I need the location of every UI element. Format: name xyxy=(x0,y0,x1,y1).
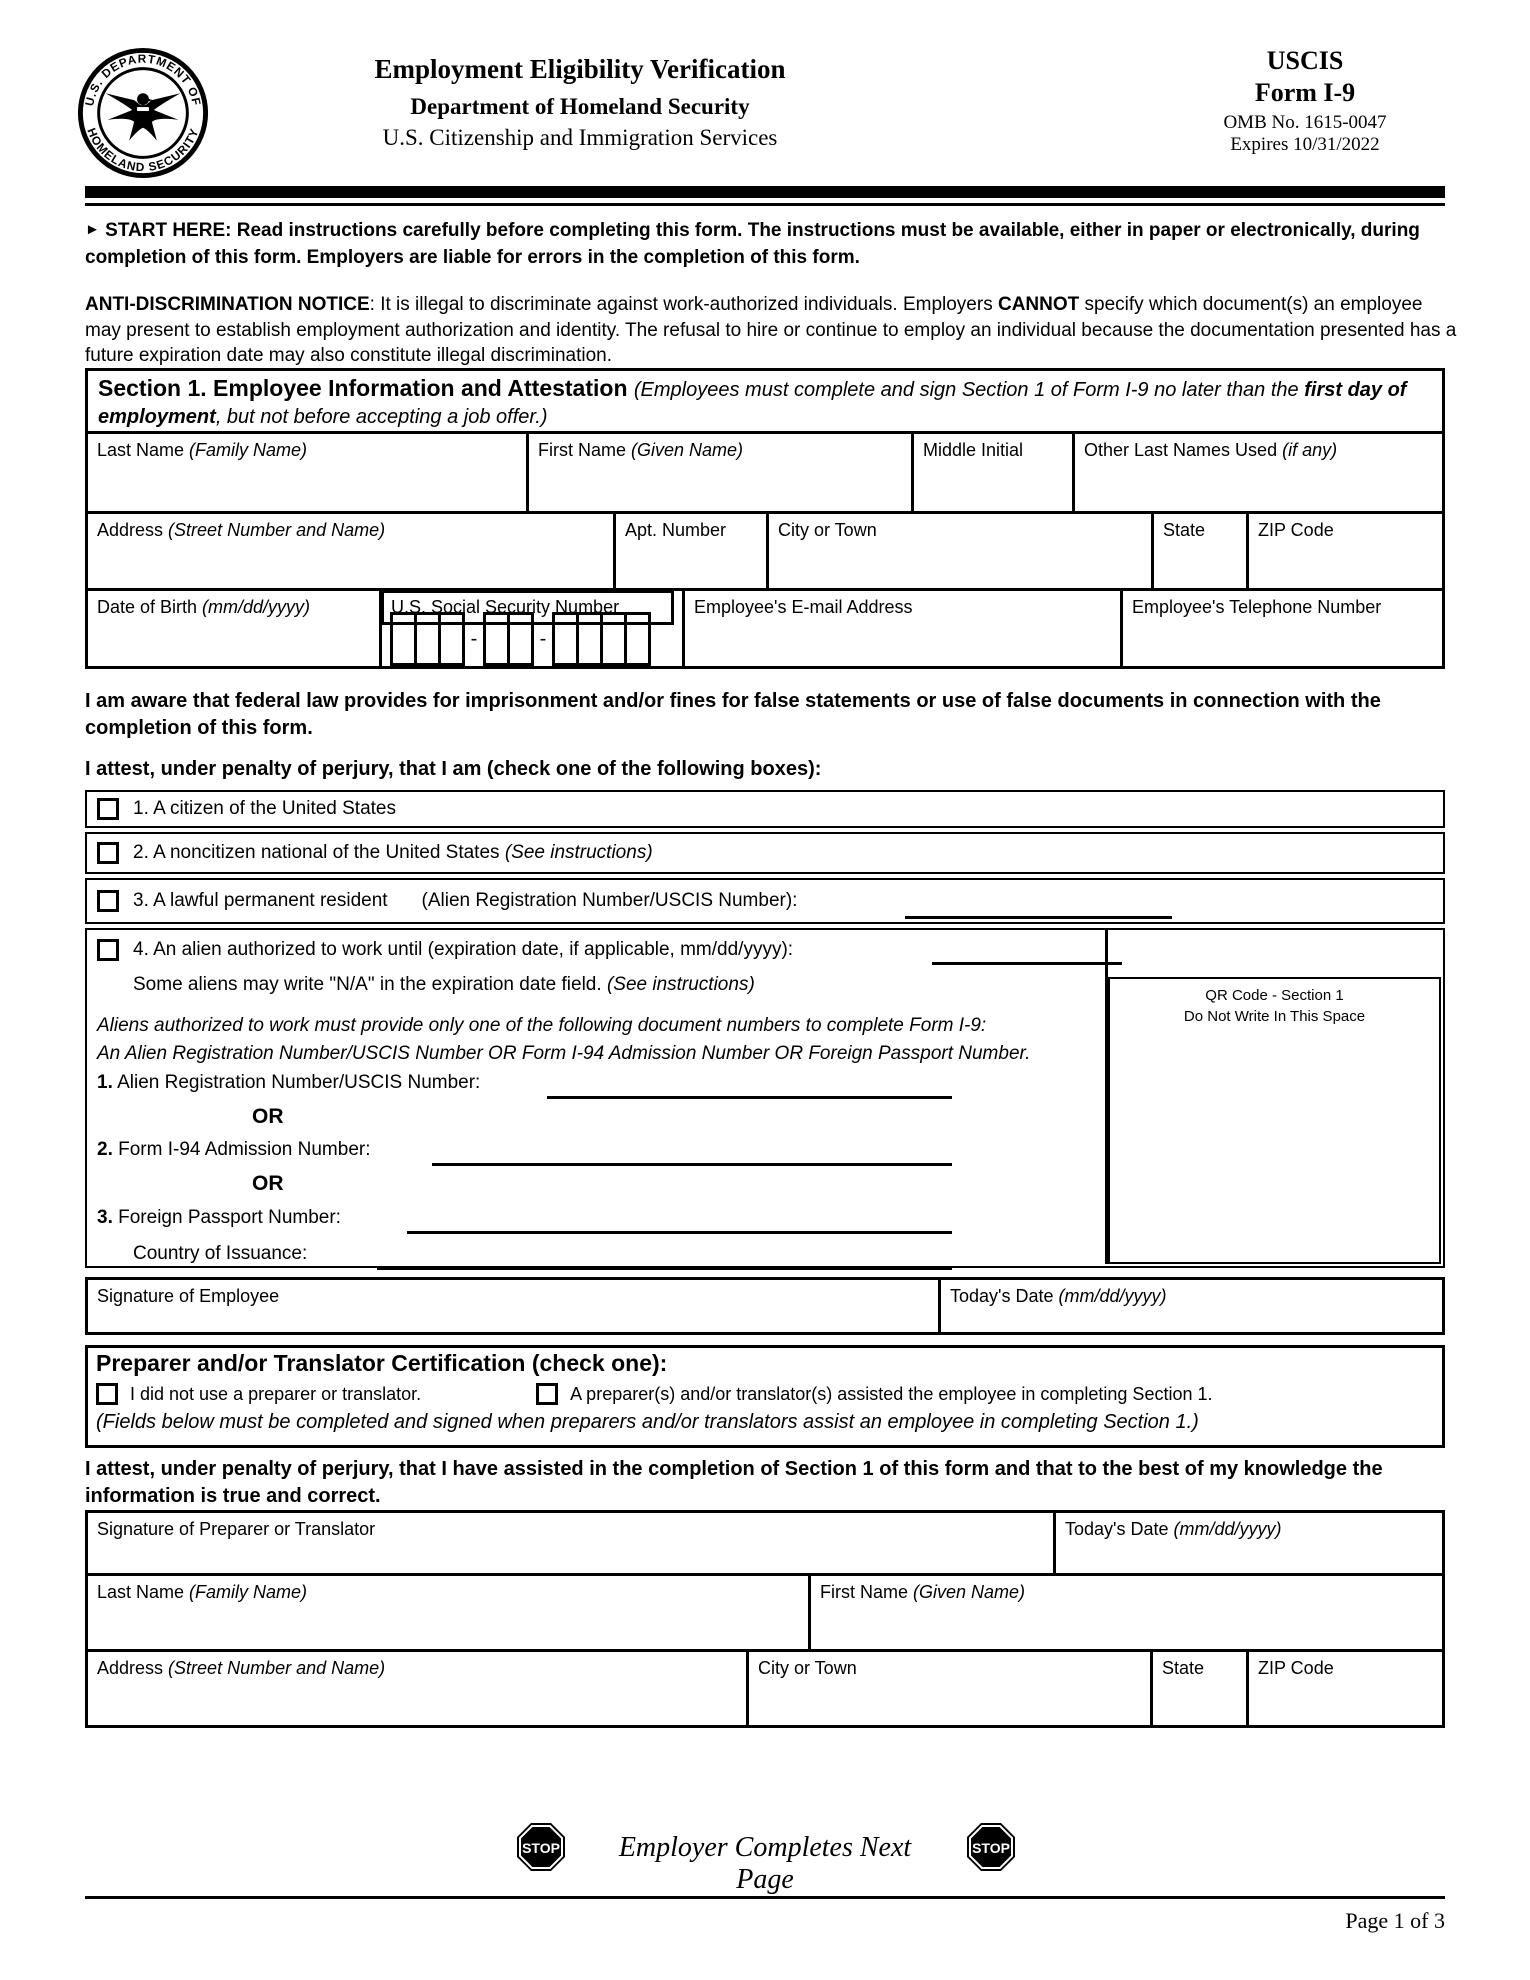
citizen-checkbox[interactable] xyxy=(97,798,119,820)
preparer-date-field[interactable]: Today's Date (mm/dd/yyyy) xyxy=(1053,1513,1442,1573)
noncitizen-label: 2. A noncitizen national of the United States xyxy=(133,842,505,863)
option-citizen-row xyxy=(85,790,1445,828)
no-preparer-label: I did not use a preparer or translator. xyxy=(130,1383,422,1404)
option-noncitizen-row xyxy=(85,832,1445,874)
lpr-number-input-line[interactable] xyxy=(905,916,1172,919)
ssn-digit-boxes[interactable]: - - xyxy=(390,612,651,666)
apt-number-field[interactable]: Apt. Number xyxy=(613,514,766,588)
phone-field[interactable]: Employee's Telephone Number xyxy=(1120,591,1442,666)
footer-rule xyxy=(85,1896,1445,1899)
svg-text:STOP: STOP xyxy=(522,1840,560,1856)
ssn-field[interactable] xyxy=(379,591,682,666)
preparer-signature-row xyxy=(88,1513,1442,1573)
section1-subtitle-emphasis: first day of employment xyxy=(98,379,1407,428)
preparer-signature-field[interactable]: Signature of Preparer or Translator xyxy=(97,1519,376,1539)
lpr-checkbox[interactable] xyxy=(97,890,119,912)
anti-discrimination-text-1: : It is illegal to discriminate against work-authorized individuals. Employers xyxy=(369,294,998,315)
address-field[interactable]: Address (Street Number and Name) xyxy=(97,520,386,540)
stop-sign-icon-left xyxy=(516,1822,566,1872)
option-alien-row xyxy=(85,928,1445,1268)
dept-subtitle: Department of Homeland Security xyxy=(410,94,750,119)
stop-sign-icon-right xyxy=(966,1822,1016,1872)
section1-subtitle-2: , but not before accepting a job offer.) xyxy=(215,405,548,428)
alien-checkbox[interactable] xyxy=(97,939,119,961)
employee-signature-field[interactable]: Signature of Employee xyxy=(97,1286,280,1306)
form-number-block xyxy=(1160,46,1450,156)
preparer-first-name-field[interactable]: First Name (Given Name) xyxy=(808,1576,1442,1649)
city-field[interactable]: City or Town xyxy=(766,514,1151,588)
preparer-heading: Preparer and/or Translator Certification (check one): xyxy=(96,1350,668,1376)
ssn-label-box: U.S. Social Security Number xyxy=(381,590,674,625)
section1-heading-box xyxy=(85,368,1445,434)
arrow-icon: ► xyxy=(85,221,100,238)
page-number: Page 1 of 3 xyxy=(1345,1908,1445,1933)
i94-number-input-line[interactable] xyxy=(432,1163,952,1166)
employee-signature-row xyxy=(85,1277,1445,1335)
section1-subtitle-1: (Employees must complete and sign Section 1 of Form I-9 no later than the xyxy=(633,379,1305,401)
used-preparer-checkbox[interactable] xyxy=(536,1383,558,1405)
option-lpr-row xyxy=(85,878,1445,924)
alien-reg-number-label: 1. Alien Registration Number/USCIS Number: xyxy=(97,1072,481,1093)
employee-date-field[interactable]: Today's Date (mm/dd/yyyy) xyxy=(938,1280,1442,1332)
svg-text:HOMELAND SECURITY: HOMELAND SECURITY xyxy=(84,125,202,175)
anti-discrimination-label: ANTI-DISCRIMINATION NOTICE xyxy=(85,294,370,315)
qr-code-subtitle: Do Not Write In This Space xyxy=(1183,1008,1366,1025)
other-last-names-field[interactable]: Other Last Names Used (if any) xyxy=(1072,434,1442,511)
preparer-attest-statement: I attest, under penalty of perjury, that I have assisted in the completion of Section 1 of this form and that to the best of my knowledge the information is true and correct. xyxy=(85,1458,1383,1507)
header-rule-thick xyxy=(85,186,1445,198)
uscis-label: USCIS xyxy=(1266,46,1344,75)
email-field[interactable]: Employee's E-mail Address xyxy=(682,591,1120,666)
preparer-zip-field[interactable]: ZIP Code xyxy=(1246,1652,1442,1725)
preparer-address-row xyxy=(88,1649,1442,1725)
anti-discrimination-notice xyxy=(85,292,1457,369)
preparer-checkbox-row xyxy=(96,1383,1434,1405)
dob-field[interactable]: Date of Birth (mm/dd/yyyy) xyxy=(97,597,311,617)
or-separator-1: OR xyxy=(252,1105,284,1128)
svg-text:U.S. DEPARTMENT OF: U.S. DEPARTMENT OF xyxy=(82,51,204,108)
expires-date: Expires 10/31/2022 xyxy=(1230,134,1380,155)
no-preparer-checkbox[interactable] xyxy=(96,1383,118,1405)
name-row xyxy=(88,434,1442,511)
agency-subtitle: U.S. Citizenship and Immigration Services xyxy=(382,125,778,150)
alien-note: Some aliens may write "N/A" in the expiration date field. (See instructions) xyxy=(133,974,755,995)
preparer-field-table xyxy=(85,1510,1445,1728)
middle-initial-field[interactable]: Middle Initial xyxy=(911,434,1072,511)
alien-expiration-input-line[interactable] xyxy=(932,962,1122,965)
preparer-city-field[interactable]: City or Town xyxy=(746,1652,1150,1725)
dhs-seal-logo xyxy=(74,44,212,182)
or-separator-2: OR xyxy=(252,1172,284,1195)
form-number: Form I-9 xyxy=(1254,78,1356,107)
section1-title: Section 1. Employee Information and Attestation xyxy=(98,375,634,401)
qr-code-box xyxy=(1108,977,1441,1264)
alien-reg-number-input-line[interactable] xyxy=(547,1096,952,1099)
lpr-number-label: (Alien Registration Number/USCIS Number): xyxy=(421,890,798,911)
anti-discrimination-text-2: specify which document(s) an employee may present to establish employment authorization and identity. The refusal to hire or continue to employ an individual because the documentation presented has a future expiration date may also constitute illegal discrimination. xyxy=(85,294,1457,367)
preparer-last-name-field[interactable]: Last Name (Family Name) xyxy=(97,1582,308,1602)
preparer-certification-box xyxy=(85,1345,1445,1448)
section1-field-table xyxy=(85,431,1445,669)
alien-label: 4. An alien authorized to work until (expiration date, if applicable, mm/dd/yyyy): xyxy=(133,939,794,960)
qr-code-title: QR Code - Section 1 xyxy=(1205,987,1344,1004)
alien-documents-note: Aliens authorized to work must provide only one of the following document numbers to complete Form I-9: An Alien Registration Number/USCIS Number OR Form I-94 Admission Number OR Foreign Passport Number. xyxy=(97,1015,1031,1064)
country-of-issuance-label: Country of Issuance: xyxy=(133,1243,308,1264)
first-name-field[interactable]: First Name (Given Name) xyxy=(526,434,911,511)
start-here-text: START HERE: Read instructions carefully before completing this form. The instructions must be available, either in paper or electronically, during completion of this form. Employers are liable for errors in the completion of this form. xyxy=(85,220,1420,268)
last-name-field[interactable]: Last Name (Family Name) xyxy=(97,440,308,460)
attest-statement: I attest, under penalty of perjury, that I am (check one of the following boxes): xyxy=(85,758,822,780)
lpr-label: 3. A lawful permanent resident xyxy=(133,890,388,911)
preparer-fields-note: (Fields below must be completed and signed when preparers and/or translators assist an employee in completing Section 1.) xyxy=(96,1411,1199,1433)
anti-discrimination-cannot: CANNOT xyxy=(997,294,1080,315)
dob-ssn-row xyxy=(88,588,1442,666)
preparer-state-field[interactable]: State xyxy=(1150,1652,1246,1725)
header-rule-thin xyxy=(85,203,1445,206)
federal-law-statement: I am aware that federal law provides for imprisonment and/or fines for false statements or use of false documents in connection with the completion of this form. xyxy=(85,690,1381,739)
start-here-notice xyxy=(85,218,1457,271)
preparer-address-field[interactable]: Address (Street Number and Name) xyxy=(97,1658,386,1678)
form-title-block xyxy=(300,54,860,151)
zip-field[interactable]: ZIP Code xyxy=(1246,514,1442,588)
page-title: Employment Eligibility Verification xyxy=(374,54,786,84)
noncitizen-label-italic: (See instructions) xyxy=(504,842,653,863)
state-field[interactable]: State xyxy=(1151,514,1246,588)
citizen-label: 1. A citizen of the United States xyxy=(133,798,396,819)
employer-completes-note: Employer Completes Next Page xyxy=(618,1832,912,1895)
svg-text:STOP: STOP xyxy=(972,1840,1010,1856)
address-row xyxy=(88,511,1442,588)
omb-number: OMB No. 1615-0047 xyxy=(1223,112,1387,133)
noncitizen-checkbox[interactable] xyxy=(97,842,119,864)
preparer-name-row xyxy=(88,1573,1442,1649)
foreign-passport-label: 3. Foreign Passport Number: xyxy=(97,1207,341,1228)
alien-check-line xyxy=(97,939,793,961)
i94-number-label: 2. Form I-94 Admission Number: xyxy=(97,1139,371,1160)
country-of-issuance-input-line[interactable] xyxy=(377,1267,952,1270)
used-preparer-label: A preparer(s) and/or translator(s) assisted the employee in completing Section 1. xyxy=(570,1383,1213,1404)
foreign-passport-input-line[interactable] xyxy=(407,1231,952,1234)
